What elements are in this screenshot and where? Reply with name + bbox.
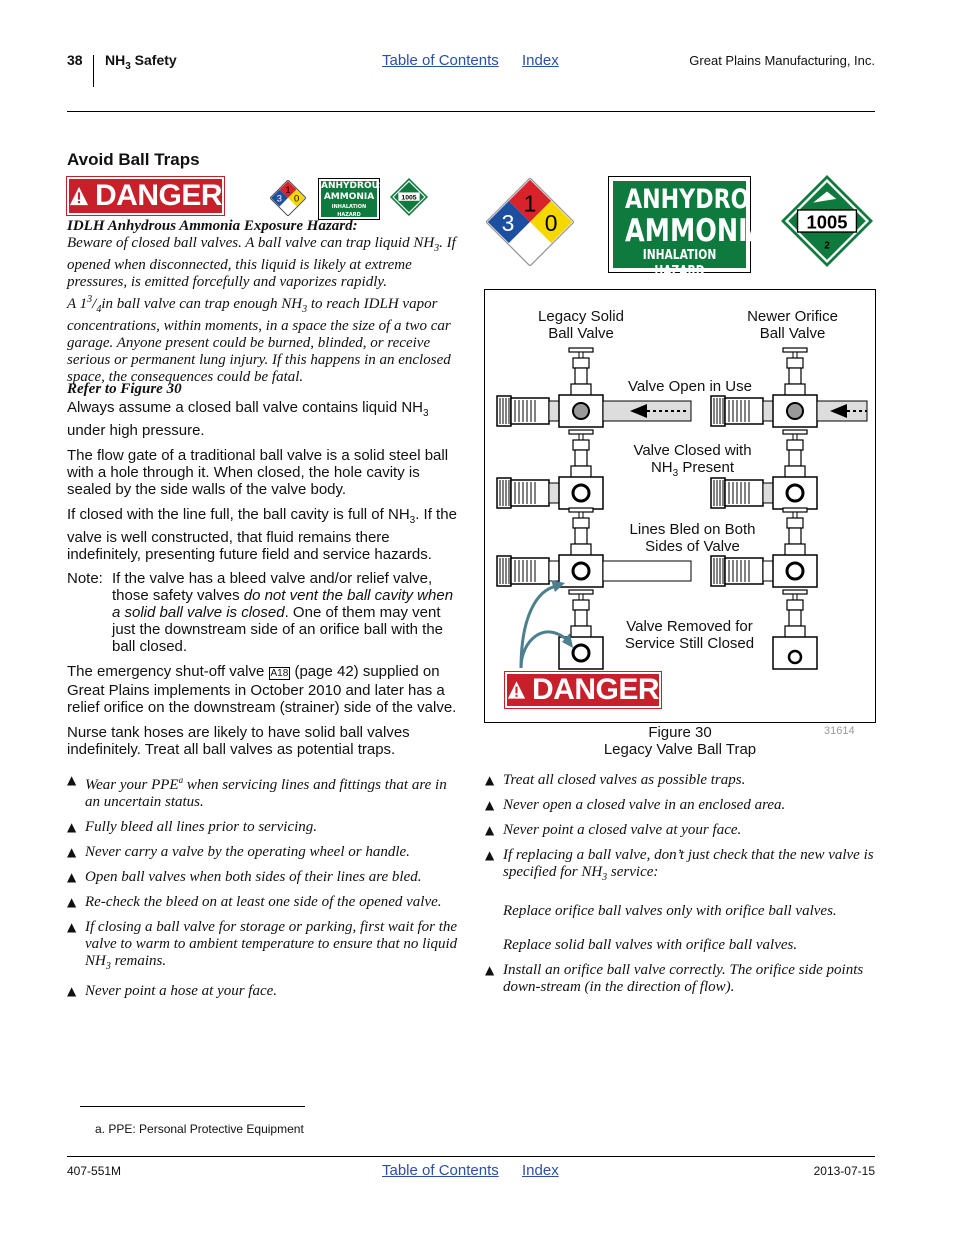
company-name: Great Plains Manufacturing, Inc. bbox=[689, 53, 875, 68]
warning-icon bbox=[69, 185, 89, 207]
row-label-bled: Lines Bled on Both Sides of Valve bbox=[629, 521, 756, 555]
anhydrous-label-large: ANHYDROUS AMMONIA INHALATION HAZARD bbox=[608, 176, 751, 273]
svg-text:2: 2 bbox=[824, 240, 830, 252]
note: Note: If the valve has a bleed valve and/or relief valve, those safety valves do not vent the ball cavity when a solid ball valve is closed. One of them may vent just the downstream side of an orifice ball with the ball closed. bbox=[67, 570, 454, 655]
list-item: ▲ Never point a closed valve at your face. bbox=[485, 822, 875, 839]
danger-label-small: DANGER bbox=[67, 177, 224, 215]
svg-text:0: 0 bbox=[544, 209, 558, 236]
header-rule bbox=[67, 111, 875, 112]
footnote: a. PPE: Personal Protective Equipment bbox=[95, 1122, 304, 1136]
doc-number: 407-551M bbox=[67, 1164, 122, 1178]
part-tag: A18 bbox=[270, 668, 289, 679]
danger-label-figure: DANGER bbox=[505, 672, 661, 708]
list-item: ▲ Fully bleed all lines prior to servicing. bbox=[67, 819, 459, 836]
header-divider bbox=[93, 55, 94, 87]
toc-link[interactable]: Table of Contents bbox=[382, 52, 499, 69]
col-label-legacy: Legacy Solid Ball Valve bbox=[538, 308, 624, 342]
list-item: ▲ Never carry a valve by the operating wheel or handle. bbox=[67, 844, 459, 861]
hazard-block bbox=[67, 218, 459, 386]
list-item: ▲ If closing a ball valve for storage or parking, first wait for the valve to warm to ambient temperature to ensure that no liquid $NH_3$ remains. bbox=[67, 919, 459, 975]
doc-date: 2013-07-15 bbox=[813, 1164, 875, 1178]
section-heading: Avoid Ball Traps bbox=[67, 150, 200, 169]
figure-ref-number: 31614 bbox=[824, 725, 855, 737]
list-item: ▲ Wear your PPE$^a$ when servicing lines and fittings that are in an uncertain status. bbox=[67, 772, 459, 811]
warning-icon bbox=[507, 679, 526, 701]
paragraph: If closed with the line full, the ball cavity is full of $NH_3$. If the valve is well constructed, that fluid remains there indefinitely, presenting future field and service hazards. bbox=[67, 506, 457, 563]
paragraph: The emergency shut-off valve A18 (page 42) supplied on Great Plains implements in October 2010 and later has a relief orifice on the downstream (strainer) side of the valve. bbox=[67, 663, 457, 716]
figure-reference: Refer to Figure 30 bbox=[67, 381, 182, 397]
left-bullet-list bbox=[67, 772, 459, 1008]
col-label-orifice: Newer Orifice Ball Valve bbox=[747, 308, 838, 342]
hazard-title: IDLH Anhydrous Ammonia Exposure Hazard: bbox=[67, 218, 358, 234]
placard-small bbox=[390, 178, 428, 216]
row-label-open: Valve Open in Use bbox=[628, 378, 752, 395]
page-number: 38 bbox=[67, 52, 83, 68]
paragraph: Nurse tank hoses are likely to have solid ball valves indefinitely. Treat all ball valves as potential traps. bbox=[67, 724, 410, 758]
index-link[interactable]: Index bbox=[522, 52, 559, 69]
footnote-rule bbox=[80, 1106, 305, 1107]
right-bullet-list bbox=[485, 772, 875, 1004]
nfpa-diamond-small bbox=[270, 180, 306, 216]
svg-text:3: 3 bbox=[501, 209, 515, 236]
anhydrous-label-small: ANHYDROUS AMMONIA INHALATION HAZARD bbox=[318, 178, 380, 220]
figure-caption: Figure 30 Legacy Valve Ball Trap bbox=[603, 724, 757, 758]
hazard-paragraph-2: A $1^3/_4in$ ball valve can trap enough $NH_3$ to reach IDLH vapor concentrations, within moments, in a space the size of a two car garage. Anyone present could be burned, blinded, or receive serious or permanent lung injury. If this happens in an enclosed space, the consequences could be fatal. bbox=[67, 294, 451, 385]
list-item: ▲ Re-check the bleed on at least one side of the opened valve. bbox=[67, 894, 459, 911]
svg-text:3: 3 bbox=[276, 193, 282, 204]
list-item: ▲ Open ball valves when both sides of their lines are bled. bbox=[67, 869, 459, 886]
svg-text:0: 0 bbox=[294, 193, 300, 204]
footer-rule bbox=[67, 1156, 875, 1157]
list-item: ▲ Never open a closed valve in an enclosed area. bbox=[485, 797, 875, 814]
section-title: $NH_3$ Safety bbox=[105, 52, 177, 72]
nfpa-diamond-large bbox=[486, 178, 574, 266]
list-item: ▲ Install an orifice ball valve correctly. The orifice side points down-stream (in the direction of flow). bbox=[485, 962, 875, 996]
figure-30 bbox=[484, 289, 876, 723]
list-item: ▲ Treat all closed valves as possible traps. bbox=[485, 772, 875, 789]
svg-text:1005: 1005 bbox=[401, 194, 417, 202]
svg-text:1: 1 bbox=[523, 190, 537, 217]
row-label-closed: Valve Closed with $NH_3$ Present bbox=[633, 442, 752, 479]
placard-large bbox=[780, 175, 874, 267]
list-item: ▲ If replacing a ball valve, don’t just check that the new valve is specified for $NH_3$ service: Replace orifice ball valves only with orifice ball valves. Replace solid ball valves with orifice ball valves. bbox=[485, 847, 875, 954]
valve-diagram bbox=[485, 290, 875, 722]
paragraph: The flow gate of a traditional ball valve is a solid steel ball with a hole through it. When closed, the hole cavity is sealed by the side walls of the valve body. bbox=[67, 447, 449, 498]
list-item: ▲ Never point a hose at your face. bbox=[67, 983, 459, 1000]
paragraph: Always assume a closed ball valve contains liquid $NH_3$ under high pressure. bbox=[67, 399, 429, 439]
toc-link-footer[interactable]: Table of Contents bbox=[382, 1162, 499, 1179]
svg-text:1005: 1005 bbox=[806, 211, 848, 233]
index-link-footer[interactable]: Index bbox=[522, 1162, 559, 1179]
row-label-removed: Valve Removed for Service Still Closed bbox=[624, 618, 755, 652]
svg-text:1: 1 bbox=[285, 184, 291, 195]
hazard-paragraph-1: Beware of closed ball valves. A ball valve can trap liquid $NH_3$. If opened when disconnected, this liquid is likely at extreme pressures, is emitted forcefully and vaporizes rapidly. bbox=[67, 235, 456, 290]
body-text bbox=[67, 399, 459, 758]
